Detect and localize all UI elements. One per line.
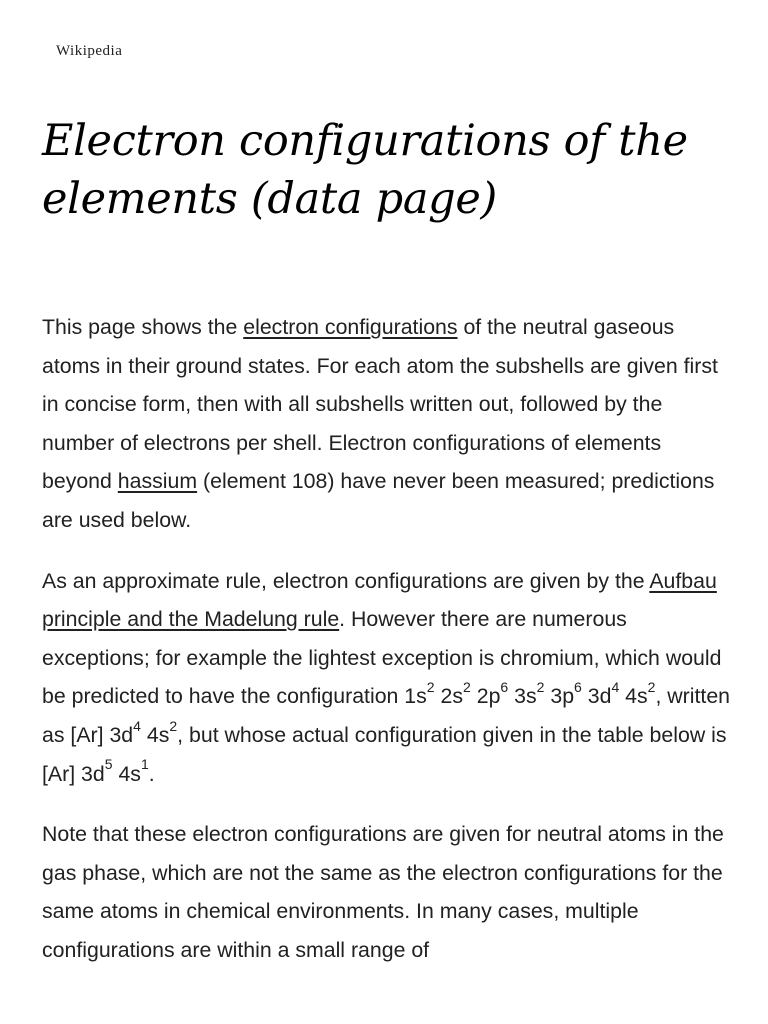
p3-text-1: Note that these electron configurations are given for neutral atoms in the gas phase, which are not the same as the electron configurations for the same atoms in chemical environments. In many cases, multiple configurations are within a small range of bbox=[42, 822, 724, 962]
sup-3d-short: 4 bbox=[133, 717, 141, 734]
link-aufbau-principle[interactable]: Aufbau principle and the Madelung rule bbox=[42, 568, 717, 632]
predicted-configuration: $1s^2$ $2s^2$ $2p^6$ $3s^2$ $3p^6$ $3d^4$ $4s^2$ bbox=[404, 679, 656, 709]
p2-text-3: , written as [Ar] 3d bbox=[42, 684, 731, 747]
note-paragraph bbox=[42, 815, 732, 969]
article-body bbox=[42, 308, 732, 992]
link-electron-configurations[interactable]: electron configurations bbox=[243, 315, 458, 339]
p2-text-1: As an approximate rule, electron configurations are given by the bbox=[42, 568, 650, 593]
sup-4s-actual: 1 bbox=[140, 756, 149, 773]
aufbau-paragraph bbox=[42, 562, 732, 794]
p2-text-5: , but whose actual configuration given in the table below is [Ar] 3d bbox=[42, 722, 727, 786]
intro-paragraph bbox=[42, 308, 732, 540]
p1-text-3: (element 108) have never been measured; predictions are used below. bbox=[42, 469, 715, 532]
sup-4s-short: 2 bbox=[169, 717, 178, 734]
link-hassium[interactable]: hassium bbox=[117, 469, 198, 494]
p1-text-1: This page shows the bbox=[42, 315, 244, 339]
wikipedia-wordmark[interactable] bbox=[56, 43, 122, 60]
wordmark-text: Wikipedia bbox=[56, 43, 123, 59]
p1-text-2: of the neutral gaseous atoms in their ground states. For each atom the subshells are given first in concise form, then with all subshells written out, followed by the number of electrons per shell. Electron configurations of elements beyond bbox=[42, 315, 718, 494]
p2-text-6: 4s bbox=[112, 761, 141, 786]
page-title: Electron configurations of the elements (data page) bbox=[42, 116, 688, 224]
p2-text-2: . However there are numerous exceptions; for example the lightest exception is chromium, which would be predicted to have the configuration bbox=[42, 607, 722, 709]
sup-3d-actual: 5 bbox=[104, 756, 113, 773]
p2-text-4: 4s bbox=[140, 722, 170, 747]
p2-text-7: . bbox=[148, 761, 155, 786]
